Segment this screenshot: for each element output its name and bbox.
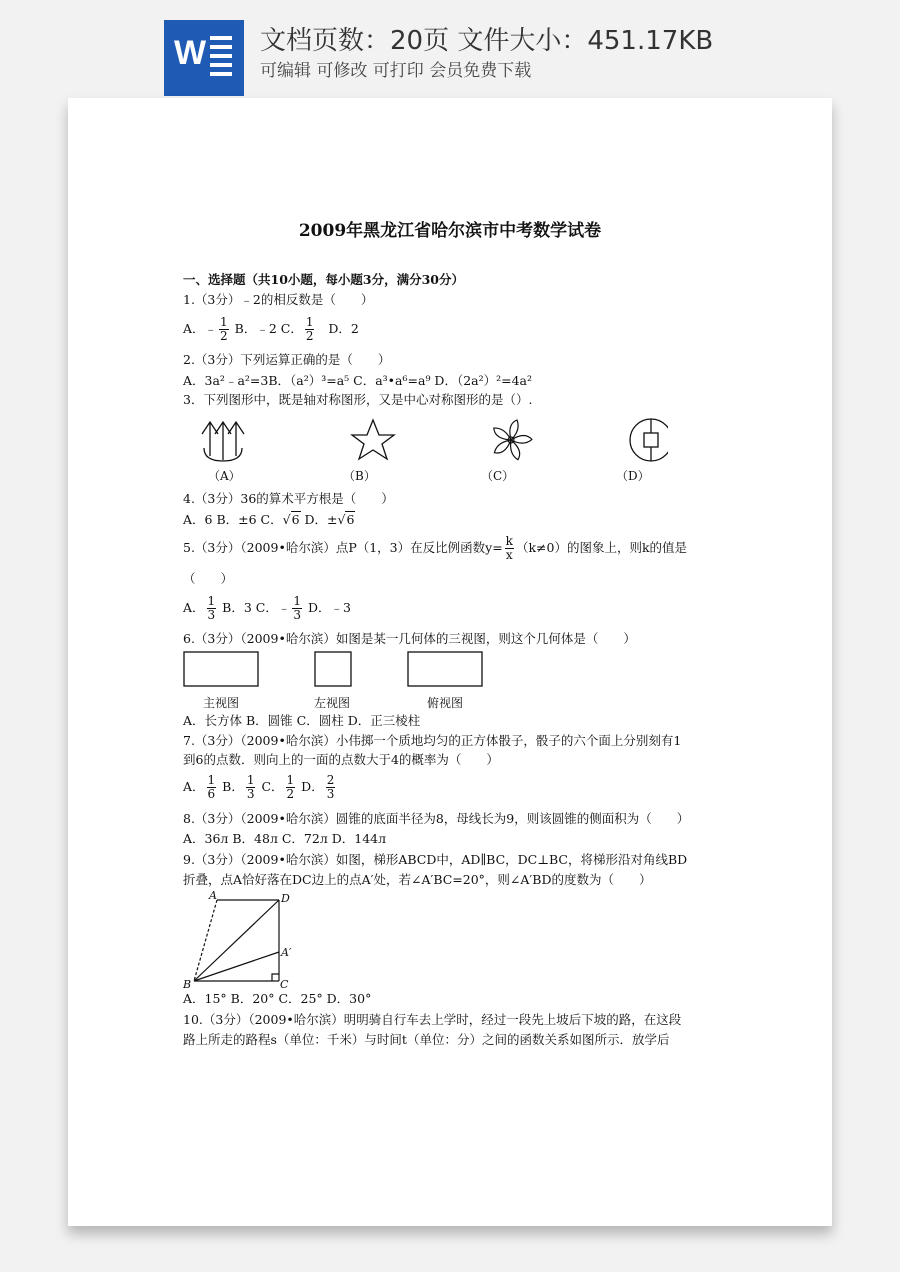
question-4: 4.（3分）36的算术平方根是（ ） — [183, 491, 394, 506]
question-1: 1.（3分）﹣2的相反数是（ ） — [183, 292, 374, 307]
point-b: B — [183, 978, 192, 990]
q7-options: A． $\frac{1}{6}$ B． $\frac{1}{3}$ C． $\frac{1}{2}$ D． $\frac{2}{3}$ — [183, 773, 335, 801]
side-view — [315, 652, 351, 686]
q4-options: A．6 B．±6 C．√6 D．±√6 — [183, 512, 355, 527]
download-banner — [0, 0, 900, 98]
doc-title: 2009年黑龙江省哈尔滨市中考数学试卷 — [298, 221, 602, 241]
top-view-label: 俯视图 — [427, 696, 464, 710]
fig-label-c: （C） — [481, 469, 515, 483]
file-features: 可编辑 可修改 可打印 会员免费下载 — [260, 61, 532, 81]
section-heading: 一、选择题（共10小题，每小题3分，满分30分） — [183, 272, 464, 287]
point-d: D — [281, 892, 290, 905]
question-5: 5.（3分）（2009•哈尔滨）点P（1，3）在反比例函数y= $\frac{k}{x}$ （k≠0）的图象上，则k的值是 — [183, 534, 688, 562]
point-a: A — [209, 890, 217, 902]
question-7-line2: 到6的点数．则向上的一面的点数大于4的概率为（ ） — [183, 752, 499, 767]
front-view-label: 主视图 — [203, 696, 240, 710]
question-7-line1: 7.（3分）（2009•哈尔滨）小伟掷一个质地均匀的正方体骰子，骰子的六个面上分别刻有1 — [183, 733, 682, 748]
q6-three-views — [183, 650, 503, 690]
figure-d-circle — [630, 419, 668, 461]
q6-options: A．长方体 B．圆锥 C．圆柱 D．正三棱柱 — [183, 713, 421, 728]
fig-label-a: （A） — [208, 469, 241, 483]
q3-figures — [198, 416, 668, 466]
figure-b-star — [352, 420, 394, 459]
figure-a-arrows — [202, 422, 244, 461]
figure-c-pinwheel — [492, 420, 533, 460]
q8-options: A．36л B．48л C．72л D．144л — [183, 831, 387, 846]
q9-trapezoid-figure — [183, 890, 303, 990]
question-10-line2: 路上所走的路程s（单位：千米）与时间t（单位：分）之间的函数关系如图所示．放学后 — [183, 1032, 670, 1047]
q5-paren: （ ） — [183, 571, 234, 586]
question-8: 8.（3分）（2009•哈尔滨）圆锥的底面半径为8，母线长为9，则该圆锥的侧面积为（ ） — [183, 811, 690, 826]
point-a-prime: A′ — [281, 946, 292, 959]
front-view — [184, 652, 258, 686]
point-c: C — [280, 978, 289, 990]
q2-options: A．3a²﹣a²=3B．（a²）³=a⁵ C．a³•a⁶=a⁹ D．（2a²）²=4a² — [183, 373, 533, 388]
document-page — [68, 98, 832, 1226]
q5-options: A． $\frac{1}{3}$ B．3 C．﹣ $\frac{1}{3}$ D．﹣3 — [183, 594, 351, 622]
top-view — [408, 652, 482, 686]
q9-options: A．15° B．20° C．25° D．30° — [183, 991, 372, 1006]
question-9-line1: 9.（3分）（2009•哈尔滨）如图，梯形ABCD中，AD∥BC，DC⊥BC，将梯形沿对角线BD — [183, 852, 688, 867]
question-6: 6.（3分）（2009•哈尔滨）如图是某一几何体的三视图，则这个几何体是（ ） — [183, 631, 636, 646]
side-view-label: 左视图 — [314, 696, 351, 710]
question-2: 2.（3分）下列运算正确的是（ ） — [183, 352, 391, 367]
word-file-icon: W — [164, 20, 244, 96]
question-9-line2: 折叠，点A恰好落在DC边上的点A′处，若∠A′BC=20°，则∠A′BD的度数为（ ） — [183, 872, 652, 887]
file-info: 文档页数：20页 文件大小：451.17KB — [260, 26, 714, 56]
fig-label-b: （B） — [343, 469, 376, 483]
fig-label-d: （D） — [616, 469, 650, 483]
question-10-line1: 10.（3分）（2009•哈尔滨）明明骑自行车去上学时，经过一段先上坡后下坡的路，在这段 — [183, 1012, 682, 1027]
q1-options: A．﹣ $\frac{1}{2}$ B．﹣2 C． $\frac{1}{2}$ D．2 — [183, 315, 359, 343]
question-3: 3．下列图形中，既是轴对称图形，又是中心对称图形的是（）. — [183, 392, 533, 407]
